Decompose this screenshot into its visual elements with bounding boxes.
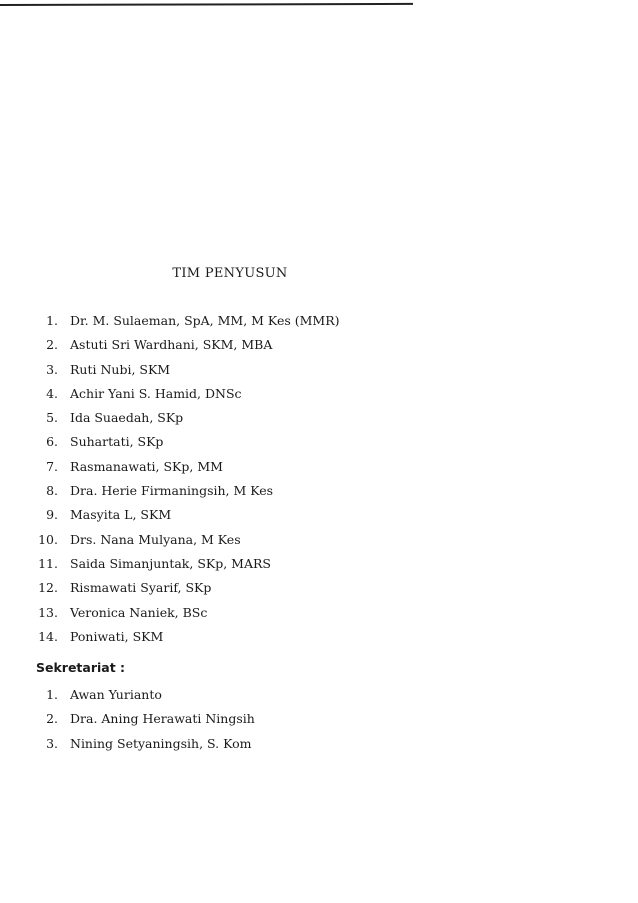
member-name: Masyita L, SKM	[70, 507, 172, 523]
list-item	[38, 358, 340, 382]
item-number: 5.	[46, 410, 58, 426]
item-number: 6.	[46, 434, 58, 450]
team-list	[38, 309, 340, 649]
list-item	[38, 455, 340, 479]
member-name: Ruti Nubi, SKM	[70, 361, 171, 377]
list-item	[38, 528, 340, 552]
list-item	[38, 309, 340, 333]
member-name: Awan Yurianto	[70, 687, 162, 702]
item-number: 7.	[46, 458, 58, 474]
secretariat-list	[38, 683, 255, 756]
item-number: 8.	[46, 483, 58, 499]
list-item	[38, 625, 340, 649]
item-number: 14.	[38, 628, 58, 644]
list-item	[38, 333, 340, 357]
member-name: Suhartati, SKp	[70, 434, 164, 450]
member-name: Poniwati, SKM	[70, 628, 164, 644]
list-item	[38, 479, 340, 503]
list-item	[38, 503, 340, 527]
member-name: Veronica Naniek, BSc	[70, 604, 208, 620]
member-name: Nining Setyaningsih, S. Kom	[70, 735, 252, 751]
member-name: Achir Yani S. Hamid, DNSc	[70, 385, 242, 401]
top-rule	[0, 3, 413, 6]
member-name: Rasmanawati, SKp, MM	[70, 458, 223, 474]
member-name: Dra. Herie Firmaningsih, M Kes	[70, 483, 274, 499]
member-name: Dra. Aning Herawati Ningsih	[70, 711, 255, 727]
list-item	[38, 430, 340, 454]
member-name: Astuti Sri Wardhani, SKM, MBA	[70, 337, 273, 353]
list-item	[38, 406, 340, 430]
item-number: 4.	[46, 385, 58, 401]
item-number: 11.	[38, 555, 58, 571]
list-item	[38, 382, 340, 406]
list-item	[38, 732, 255, 756]
member-name: Rismawati Syarif, SKp	[70, 580, 212, 596]
item-number: 10.	[38, 531, 58, 547]
member-name: Drs. Nana Mulyana, M Kes	[70, 531, 241, 547]
list-item	[38, 552, 340, 576]
item-number: 13.	[38, 604, 58, 620]
item-number: 12.	[38, 580, 58, 596]
item-number: 2.	[46, 711, 58, 727]
list-item	[38, 601, 340, 625]
page-title: TIM PENYUSUN	[172, 266, 288, 281]
item-number: 2.	[46, 337, 58, 353]
item-number: 3.	[46, 735, 58, 751]
item-number: 3.	[46, 361, 58, 377]
section-heading: Sekretariat :	[36, 660, 126, 675]
member-name: Dr. M. Sulaeman, SpA, MM, M Kes (MMR)	[70, 313, 340, 328]
list-item	[38, 576, 340, 600]
item-number: 1.	[46, 687, 58, 702]
list-item	[38, 707, 255, 731]
item-number: 1.	[46, 313, 58, 328]
member-name: Saida Simanjuntak, SKp, MARS	[70, 555, 271, 571]
list-item	[38, 683, 255, 707]
member-name: Ida Suaedah, SKp	[70, 410, 184, 426]
item-number: 9.	[46, 507, 58, 523]
